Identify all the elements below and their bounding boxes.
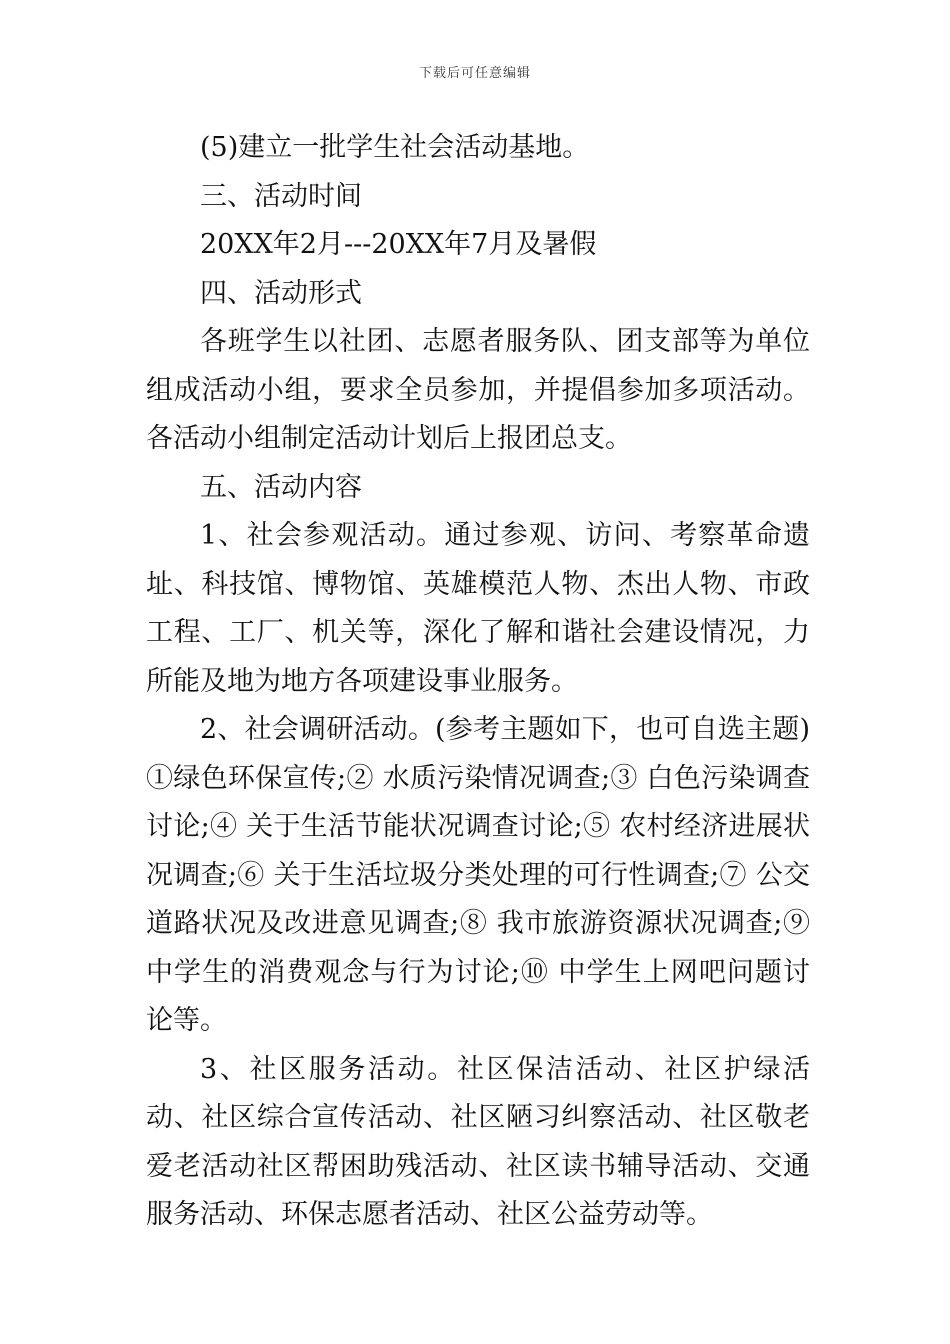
content-item-2: 2、社会调研活动。(参考主题如下，也可自选主题)①绿色环保宣传;② 水质污染情况调查;③ 白色污染调查讨论;④ 关于生活节能状况调查讨论;⑤ 农村经济进展状况调查;⑥ 关于生活垃圾分类处理的可行性调查;⑦ 公交道路状况及改进意见调查;⑧ 我市旅游资源状况调查;⑨ 中学生的消费观念与行为讨论;⑩ 中学生上网吧问题讨论等。 xyxy=(146,714,810,1036)
page-header: 下载后可任意编辑 xyxy=(418,66,531,81)
list-item-5: (5)建立一批学生社会活动基地。 xyxy=(200,132,590,163)
section-heading-time: 三、活动时间 xyxy=(200,180,362,212)
document-body xyxy=(146,124,810,1240)
section-heading-form: 四、活动形式 xyxy=(200,277,362,309)
activity-form-paragraph: 各班学生以社团、志愿者服务队、团支部等为单位组成活动小组，要求全员参加，并提倡参加多项活动。各活动小组制定活动计划后上报团总支。 xyxy=(146,326,810,454)
activity-time-text: 20XX年2月---20XX年7月及暑假 xyxy=(200,229,597,260)
content-item-3: 3、社区服务活动。社区保洁活动、社区护绿活动、社区综合宣传活动、社区陋习纠察活动、社区敬老爱老活动社区帮困助残活动、社区读书辅导活动、交通服务活动、环保志愿者活动、社区公益劳动等。 xyxy=(146,1053,810,1230)
content-item-1: 1、社会参观活动。通过参观、访问、考察革命遗址、科技馆、博物馆、英雄模范人物、杰出人物、市政工程、工厂、机关等，深化了解和谐社会建设情况，力所能及地为地方各项建设事业服务。 xyxy=(146,520,810,697)
section-heading-content: 五、活动内容 xyxy=(200,471,362,503)
